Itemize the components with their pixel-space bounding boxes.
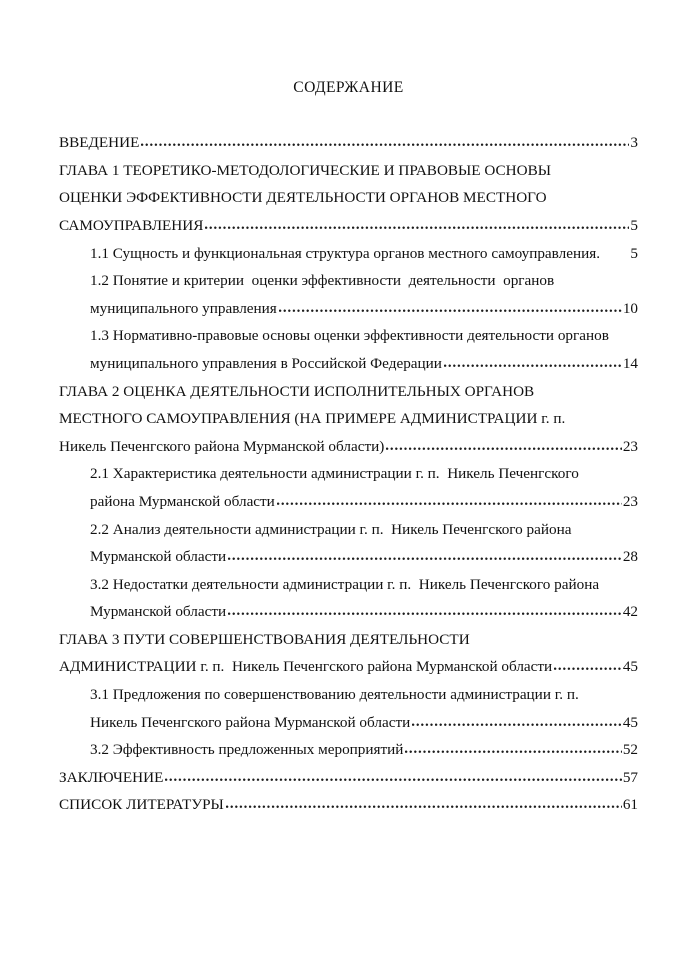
dot-leader (444, 364, 622, 368)
toc-line (59, 516, 638, 544)
toc-line-text: ЗАКЛЮЧЕНИЕ (59, 768, 164, 786)
page-number: 28 (622, 548, 638, 566)
page-number: 57 (622, 768, 638, 786)
toc-line (59, 571, 638, 599)
page-number: 45 (622, 658, 638, 676)
toc-line-text: Никель Печенгского района Мурманской области (90, 713, 411, 731)
toc-line (59, 764, 638, 792)
page-number: 5 (630, 244, 638, 262)
toc-line (59, 240, 638, 268)
toc-line-text: ОЦЕНКИ ЭФФЕКТИВНОСТИ ДЕЯТЕЛЬНОСТИ ОРГАНОВ МЕСТНОГО (59, 189, 547, 207)
page-number: 45 (622, 713, 638, 731)
toc-line-text: 1.3 Нормативно-правовые основы оценки эффективности деятельности органов (90, 327, 609, 345)
toc-line-text: 2.2 Анализ деятельности администрации г. п. Никель Печенгского района (90, 520, 572, 538)
page-number: 61 (622, 796, 638, 814)
toc-line (59, 709, 638, 737)
toc-line-text: Мурманской области (90, 548, 227, 566)
toc-line (59, 322, 638, 350)
toc-line (59, 378, 638, 406)
toc-line (59, 488, 638, 516)
toc-line (59, 157, 638, 185)
toc-line-text: муниципального управления в Российской Федерации (90, 354, 442, 372)
toc-line (59, 350, 638, 378)
dot-leader (279, 309, 622, 313)
toc-line (59, 791, 638, 819)
toc-list (59, 129, 638, 819)
toc-line (59, 433, 638, 461)
toc-line (59, 129, 638, 157)
toc-line (59, 212, 638, 240)
toc-line (59, 405, 638, 433)
toc-line-text: 3.2 Недостатки деятельности администрации г. п. Никель Печенгского района (90, 575, 600, 593)
toc-line (59, 736, 638, 764)
toc-line-text: ГЛАВА 1 ТЕОРЕТИКО-МЕТОДОЛОГИЧЕСКИЕ И ПРАВОВЫЕ ОСНОВЫ (59, 161, 551, 179)
page-number: 23 (622, 437, 638, 455)
dot-leader (205, 226, 629, 230)
toc-line-text: ВВЕДЕНИЕ (59, 134, 140, 152)
toc-line (59, 295, 638, 323)
toc-line (59, 460, 638, 488)
toc-line (59, 681, 638, 709)
toc-line (59, 267, 638, 295)
toc-line-text: 3.2 Эффективность предложенных мероприятий (90, 741, 404, 759)
toc-line (59, 653, 638, 681)
toc-line-text: ГЛАВА 2 ОЦЕНКА ДЕЯТЕЛЬНОСТИ ИСПОЛНИТЕЛЬНЫХ ОРГАНОВ (59, 382, 535, 400)
toc-line-text: МЕСТНОГО САМОУПРАВЛЕНИЯ (НА ПРИМЕРЕ АДМИНИСТРАЦИИ г. п. (59, 410, 566, 428)
toc-line (59, 626, 638, 654)
page-number: 5 (630, 216, 638, 234)
page-number: 10 (622, 299, 638, 317)
dot-leader (386, 447, 622, 451)
toc-line-text: 1.1 Сущность и функциональная структура органов местного самоуправления. (90, 244, 601, 262)
page-number: 3 (630, 134, 638, 152)
toc-line-text: САМОУПРАВЛЕНИЯ (59, 216, 204, 234)
dot-leader (165, 778, 621, 782)
toc-line (59, 184, 638, 212)
dot-leader (412, 723, 622, 727)
toc-line-text: АДМИНИСТРАЦИИ г. п. Никель Печенгского района Мурманской области (59, 658, 553, 676)
dot-leader (602, 254, 629, 258)
toc-line-text: района Мурманской области (90, 492, 275, 510)
toc-line (59, 543, 638, 571)
toc-line-text: муниципального управления (90, 299, 277, 317)
dot-leader (277, 502, 622, 506)
toc-line-text: Мурманской области (90, 603, 227, 621)
dot-leader (228, 557, 622, 561)
page-number: 42 (622, 603, 638, 621)
dot-leader (141, 143, 629, 147)
dot-leader (405, 750, 621, 754)
toc-line-text: Никель Печенгского района Мурманской области) (59, 437, 385, 455)
dot-leader (226, 805, 622, 809)
toc-line-text: 3.1 Предложения по совершенствованию деятельности администрации г. п. (90, 686, 579, 704)
toc-line (59, 598, 638, 626)
page-number: 52 (622, 741, 638, 759)
dot-leader (228, 612, 622, 616)
page-title: СОДЕРЖАНИЕ (293, 79, 404, 96)
toc-line-text: 2.1 Характеристика деятельности администрации г. п. Никель Печенгского (90, 465, 579, 483)
dot-leader (554, 667, 622, 671)
toc-line-text: СПИСОК ЛИТЕРАТУРЫ (59, 796, 224, 814)
toc-line-text: ГЛАВА 3 ПУТИ СОВЕРШЕНСТВОВАНИЯ ДЕЯТЕЛЬНОСТИ (59, 630, 470, 648)
toc-line-text: 1.2 Понятие и критерии оценки эффективности деятельности органов (90, 272, 555, 290)
page-number: 23 (622, 492, 638, 510)
page-number: 14 (622, 354, 638, 372)
